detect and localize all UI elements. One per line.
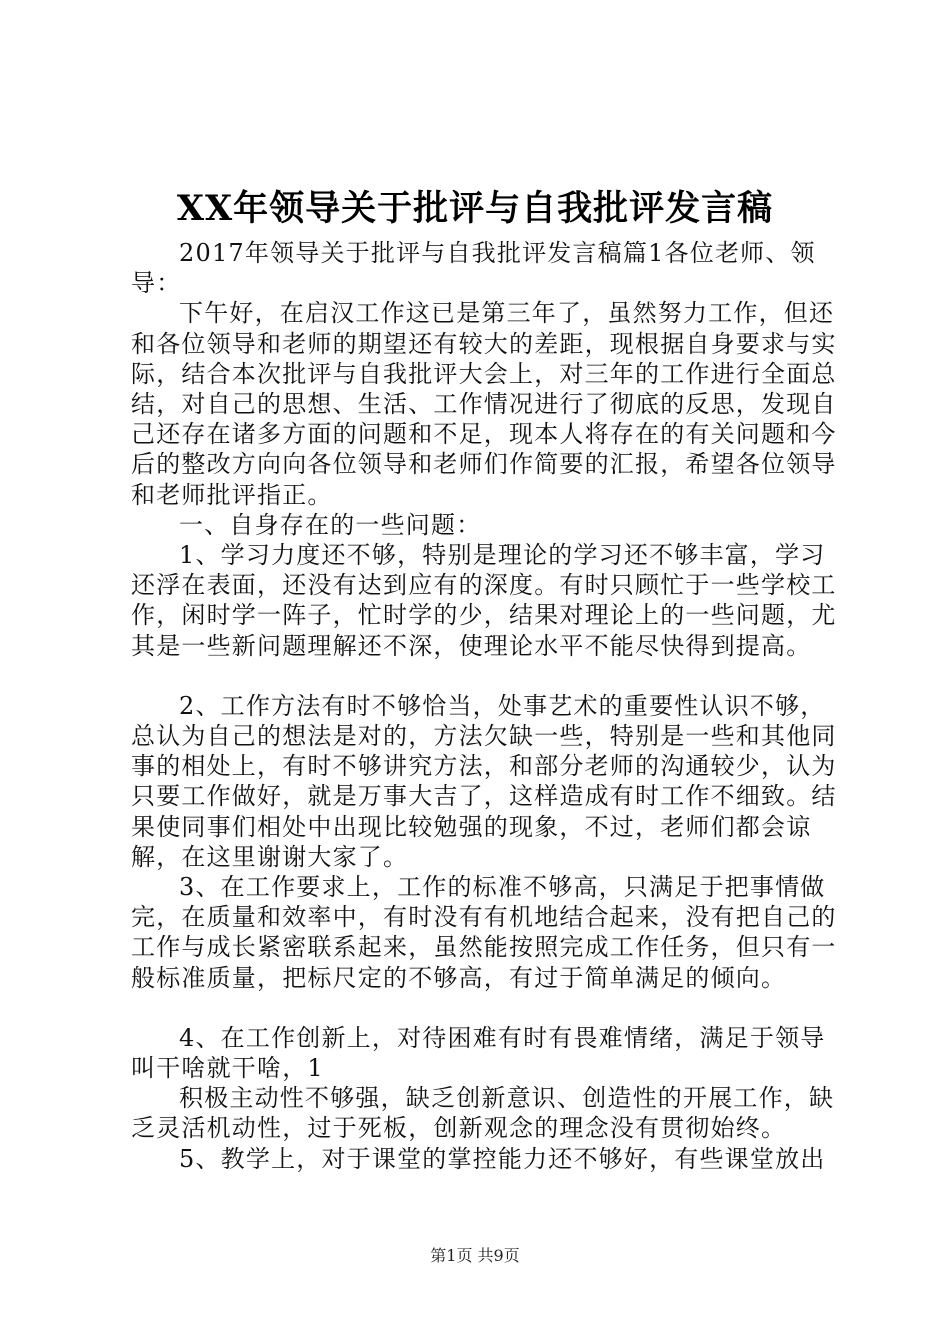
paragraph-item-2: 2、工作方法有时不够恰当，处事艺术的重要性认识不够，总认为自己的想法是对的，方法欠缺一些，特别是一些和其他同事的相处上，有时不够讲究方法，和部分老师的沟通较少，认为只要工作做好，就是万事大吉了，这样造成有时工作不细致。结果使同事们相处中出现比较勉强的现象，不过，老师们都会谅解，在这里谢谢大家了。 <box>131 691 837 871</box>
paragraph-greeting: 下午好，在启汉工作这已是第三年了，虽然努力工作，但还和各位领导和老师的期望还有较大的差距，现根据自身要求与实际，结合本次批评与自我批评大会上，对三年的工作进行全面总结，对自己的思想、生活、工作情况进行了彻底的反思，发现自己还存在诸多方面的问题和不足，现本人将存在的有关问题和今后的整改方向向各位领导和老师们作简要的汇报，希望各位领导和老师批评指正。 <box>131 299 837 509</box>
paragraph-item-5: 5、教学上，对于课堂的掌控能力还不够好，有些课堂放出 <box>179 1144 826 1173</box>
paragraph-item-4-continued: 积极主动性不够强，缺乏创新意识、创造性的开展工作，缺乏灵活机动性，过于死板，创新观念的理念没有贯彻始终。 <box>131 1084 835 1143</box>
paragraph-item-3: 3、在工作要求上，工作的标准不够高，只满足于把事情做完，在质量和效率中，有时没有有机地结合起来，没有把自己的工作与成长紧密联系起来，虽然能按照完成工作任务，但只有一般标准质量，把标尺定的不够高，有过于简单满足的倾向。 <box>131 873 837 992</box>
paragraph-intro: 2017年领导关于批评与自我批评发言稿篇1各位老师、领导： <box>131 239 816 298</box>
document-title: XX年领导关于批评与自我批评发言稿 <box>176 188 774 229</box>
paragraph-item-4: 4、在工作创新上，对待困难有时有畏难情绪，满足于领导叫干啥就干啥，1 <box>131 1023 826 1083</box>
document-body <box>131 238 837 1174</box>
section-heading: 一、自身存在的一些问题： <box>179 510 482 539</box>
page-number: 第1页 共9页 <box>430 1246 520 1265</box>
paragraph-item-1: 1、学习力度还不够，特别是理论的学习还不够丰富，学习还浮在表面，还没有达到应有的深度。有时只顾忙于一些学校工作，闲时学一阵子，忙时学的少，结果对理论上的一些问题，尤其是一些新问题理解还不深，使理论水平不能尽快得到提高。 <box>131 541 837 660</box>
